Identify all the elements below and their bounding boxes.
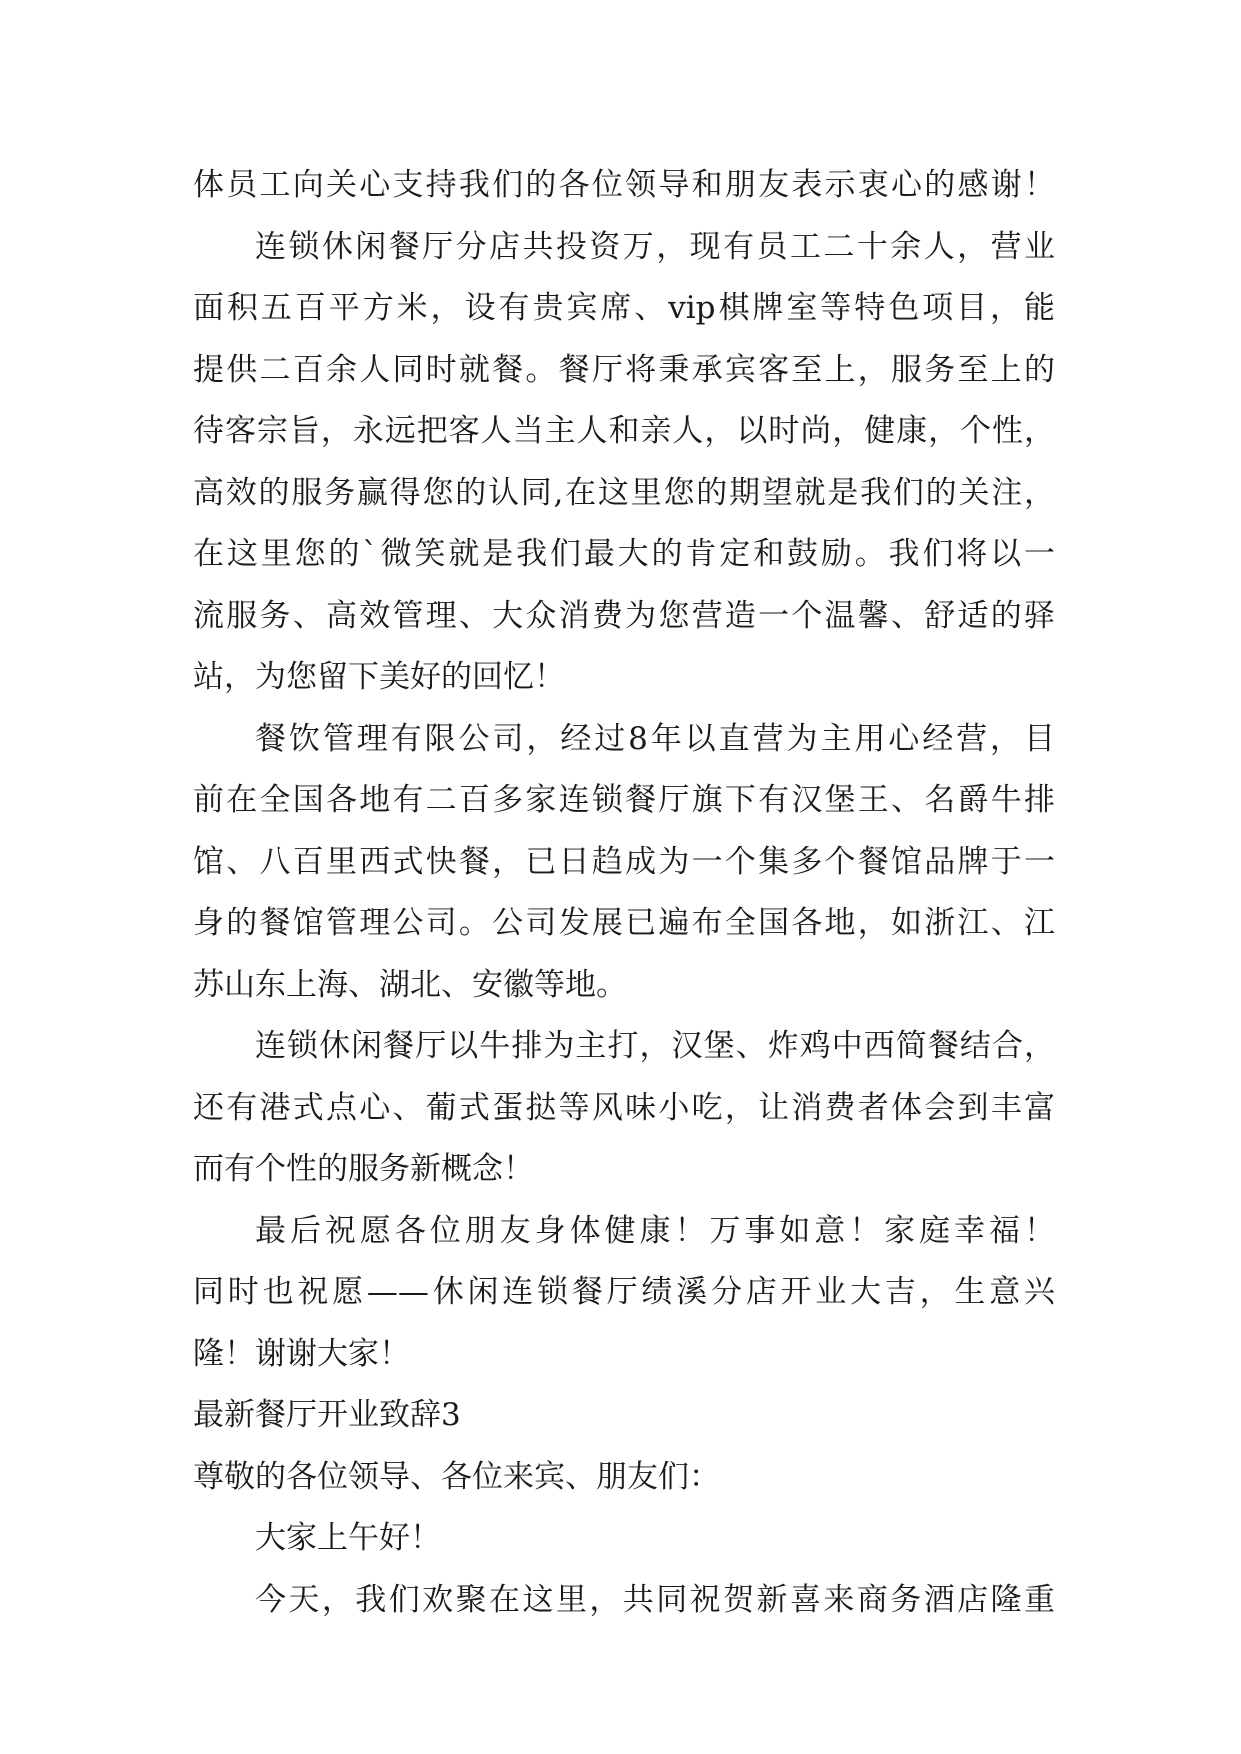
document-line: 苏山东上海、湖北、安徽等地。: [193, 966, 627, 1003]
document-line: 流服务、高效管理、大众消费为您营造一个温馨、舒适的驿: [193, 597, 1055, 634]
document-line: 餐饮管理有限公司，经过8年以直营为主用心经营，目: [255, 720, 1055, 757]
document-line: 站，为您留下美好的回忆！: [193, 659, 565, 695]
document-line: 在这里您的`微笑就是我们最大的肯定和鼓励。我们将以一: [193, 536, 1055, 572]
document-line: 大家上午好！: [255, 1520, 441, 1556]
document-line: 馆、八百里西式快餐，已日趋成为一个集多个餐馆品牌于一: [193, 843, 1055, 880]
document-line: 身的餐馆管理公司。公司发展已遍布全国各地，如浙江、江: [193, 905, 1055, 941]
document-line: 高效的服务赢得您的认同,在这里您的期望就是我们的关注，: [193, 474, 1055, 511]
document-line: 隆！谢谢大家！: [193, 1335, 410, 1372]
document-line: 尊敬的各位领导、各位来宾、朋友们：: [193, 1458, 720, 1495]
document-line: 面积五百平方米，设有贵宾席、vip棋牌室等特色项目，能: [193, 290, 1055, 326]
document-line: 还有港式点心、葡式蛋挞等风味小吃，让消费者体会到丰富: [193, 1089, 1055, 1126]
document-line: 待客宗旨，永远把客人当主人和亲人，以时尚，健康，个性，: [193, 413, 1055, 449]
document-line: 体员工向关心支持我们的各位领导和朋友表示衷心的感谢！: [193, 167, 1055, 203]
document-line: 最后祝愿各位朋友身体健康！万事如意！家庭幸福！: [255, 1212, 1055, 1249]
document-line: 最新餐厅开业致辞3: [193, 1397, 461, 1433]
document-line: 连锁休闲餐厅分店共投资万，现有员工二十余人，营业: [255, 228, 1055, 265]
document-line: 连锁休闲餐厅以牛排为主打，汉堡、炸鸡中西简餐结合，: [255, 1028, 1055, 1064]
document-body: [193, 155, 1055, 1631]
document-line: 提供二百余人同时就餐。餐厅将秉承宾客至上，服务至上的: [193, 351, 1055, 388]
document-line: 而有个性的服务新概念！: [193, 1151, 534, 1187]
document-line: 同时也祝愿——休闲连锁餐厅绩溪分店开业大吉，生意兴: [193, 1274, 1055, 1310]
document-line: 前在全国各地有二百多家连锁餐厅旗下有汉堡王、名爵牛排: [193, 782, 1055, 818]
document-line: 今天，我们欢聚在这里，共同祝贺新喜来商务酒店隆重: [255, 1581, 1055, 1618]
